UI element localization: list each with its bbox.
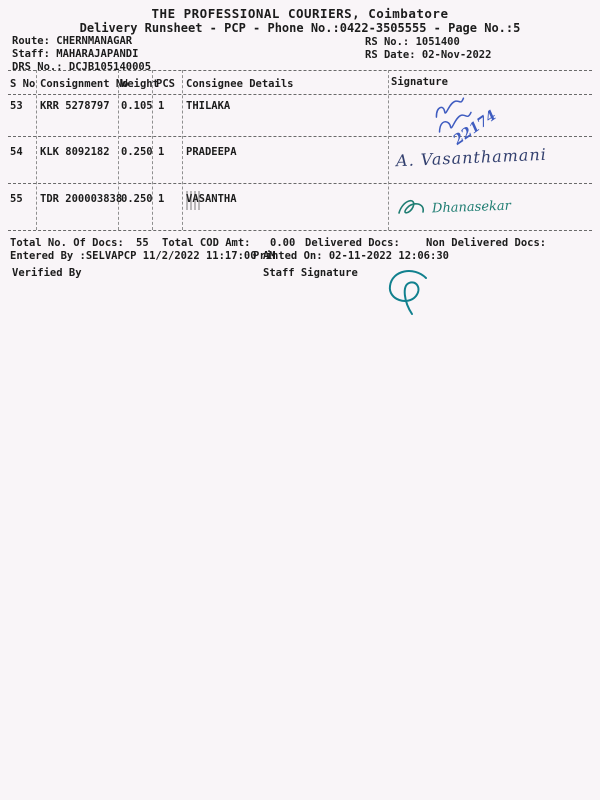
total-cod-label: Total COD Amt: xyxy=(162,237,251,249)
column-divider xyxy=(36,70,37,230)
staff-signature-label: Staff Signature xyxy=(263,267,358,279)
column-header-consignee: Consignee Details xyxy=(186,78,294,90)
route-label: Route: CHERNMANAGAR xyxy=(12,35,133,47)
column-header-pcs: PCS xyxy=(156,78,175,90)
document-title: THE PROFESSIONAL COURIERS, Coimbatore xyxy=(151,6,449,21)
cell-consignment: KRR 5278797 xyxy=(40,100,110,112)
rs-date-label: RS Date: 02-Nov-2022 xyxy=(365,49,492,61)
document-subtitle: Delivery Runsheet - PCP - Phone No.:0422-3505555 - Page No.:5 xyxy=(79,21,521,35)
staff-signature-handwriting xyxy=(378,266,444,322)
column-divider xyxy=(182,70,183,230)
total-cod-value: 0.00 xyxy=(270,237,296,249)
cell-consignee: PRADEEPA xyxy=(186,146,237,158)
signature-row-55-handwriting: Dhanasekar xyxy=(431,198,512,217)
cell-consignment: KLK 8092182 xyxy=(40,146,110,158)
column-divider xyxy=(388,70,389,230)
verified-by-label: Verified By xyxy=(12,267,82,279)
cell-pcs: 1 xyxy=(158,100,165,112)
scan-artifact xyxy=(186,191,201,210)
row-divider xyxy=(8,183,592,184)
table-bottom-border xyxy=(8,230,592,231)
column-header-signature: Signature xyxy=(391,76,448,88)
entered-by-line: Entered By :SELVAPCP 11/2/2022 11:17:00 AM xyxy=(10,250,276,262)
signature-row-53-handwriting xyxy=(415,84,525,152)
cell-consignee: VASANTHA xyxy=(186,193,237,205)
cell-sno: 53 xyxy=(10,100,23,112)
column-header-consignment: Consignment No xyxy=(40,78,129,90)
cell-weight: 0.105 xyxy=(121,100,153,112)
cell-consignee: THILAKA xyxy=(186,100,231,112)
column-header-sno: S No xyxy=(10,78,36,90)
column-header-weight: Weight xyxy=(121,78,159,90)
delivered-docs-label: Delivered Docs: xyxy=(305,237,400,249)
column-divider xyxy=(118,70,119,230)
cell-sno: 54 xyxy=(10,146,23,158)
signature-row-54-handwriting: A. Vasanthamani xyxy=(395,144,548,171)
cell-sno: 55 xyxy=(10,193,23,205)
total-docs-label: Total No. Of Docs: xyxy=(10,237,124,249)
table-top-border xyxy=(8,70,592,71)
total-docs-value: 55 xyxy=(136,237,149,249)
cell-pcs: 1 xyxy=(158,146,165,158)
rs-no-label: RS No.: 1051400 xyxy=(365,36,460,48)
printed-on-line: Printed On: 02-11-2022 12:06:30 xyxy=(253,250,449,262)
cell-weight: 0.250 xyxy=(121,193,153,205)
signature-row-55-flourish xyxy=(393,193,431,219)
drs-no-label: DRS No.: DCJB105140005 xyxy=(12,61,152,73)
signature-digits: 22174 xyxy=(450,107,500,149)
cell-pcs: 1 xyxy=(158,193,165,205)
staff-label: Staff: MAHARAJAPANDI xyxy=(12,48,139,60)
non-delivered-docs-label: Non Delivered Docs: xyxy=(426,237,547,249)
cell-consignment: TDR 200003838 xyxy=(40,193,123,205)
cell-weight: 0.250 xyxy=(121,146,153,158)
